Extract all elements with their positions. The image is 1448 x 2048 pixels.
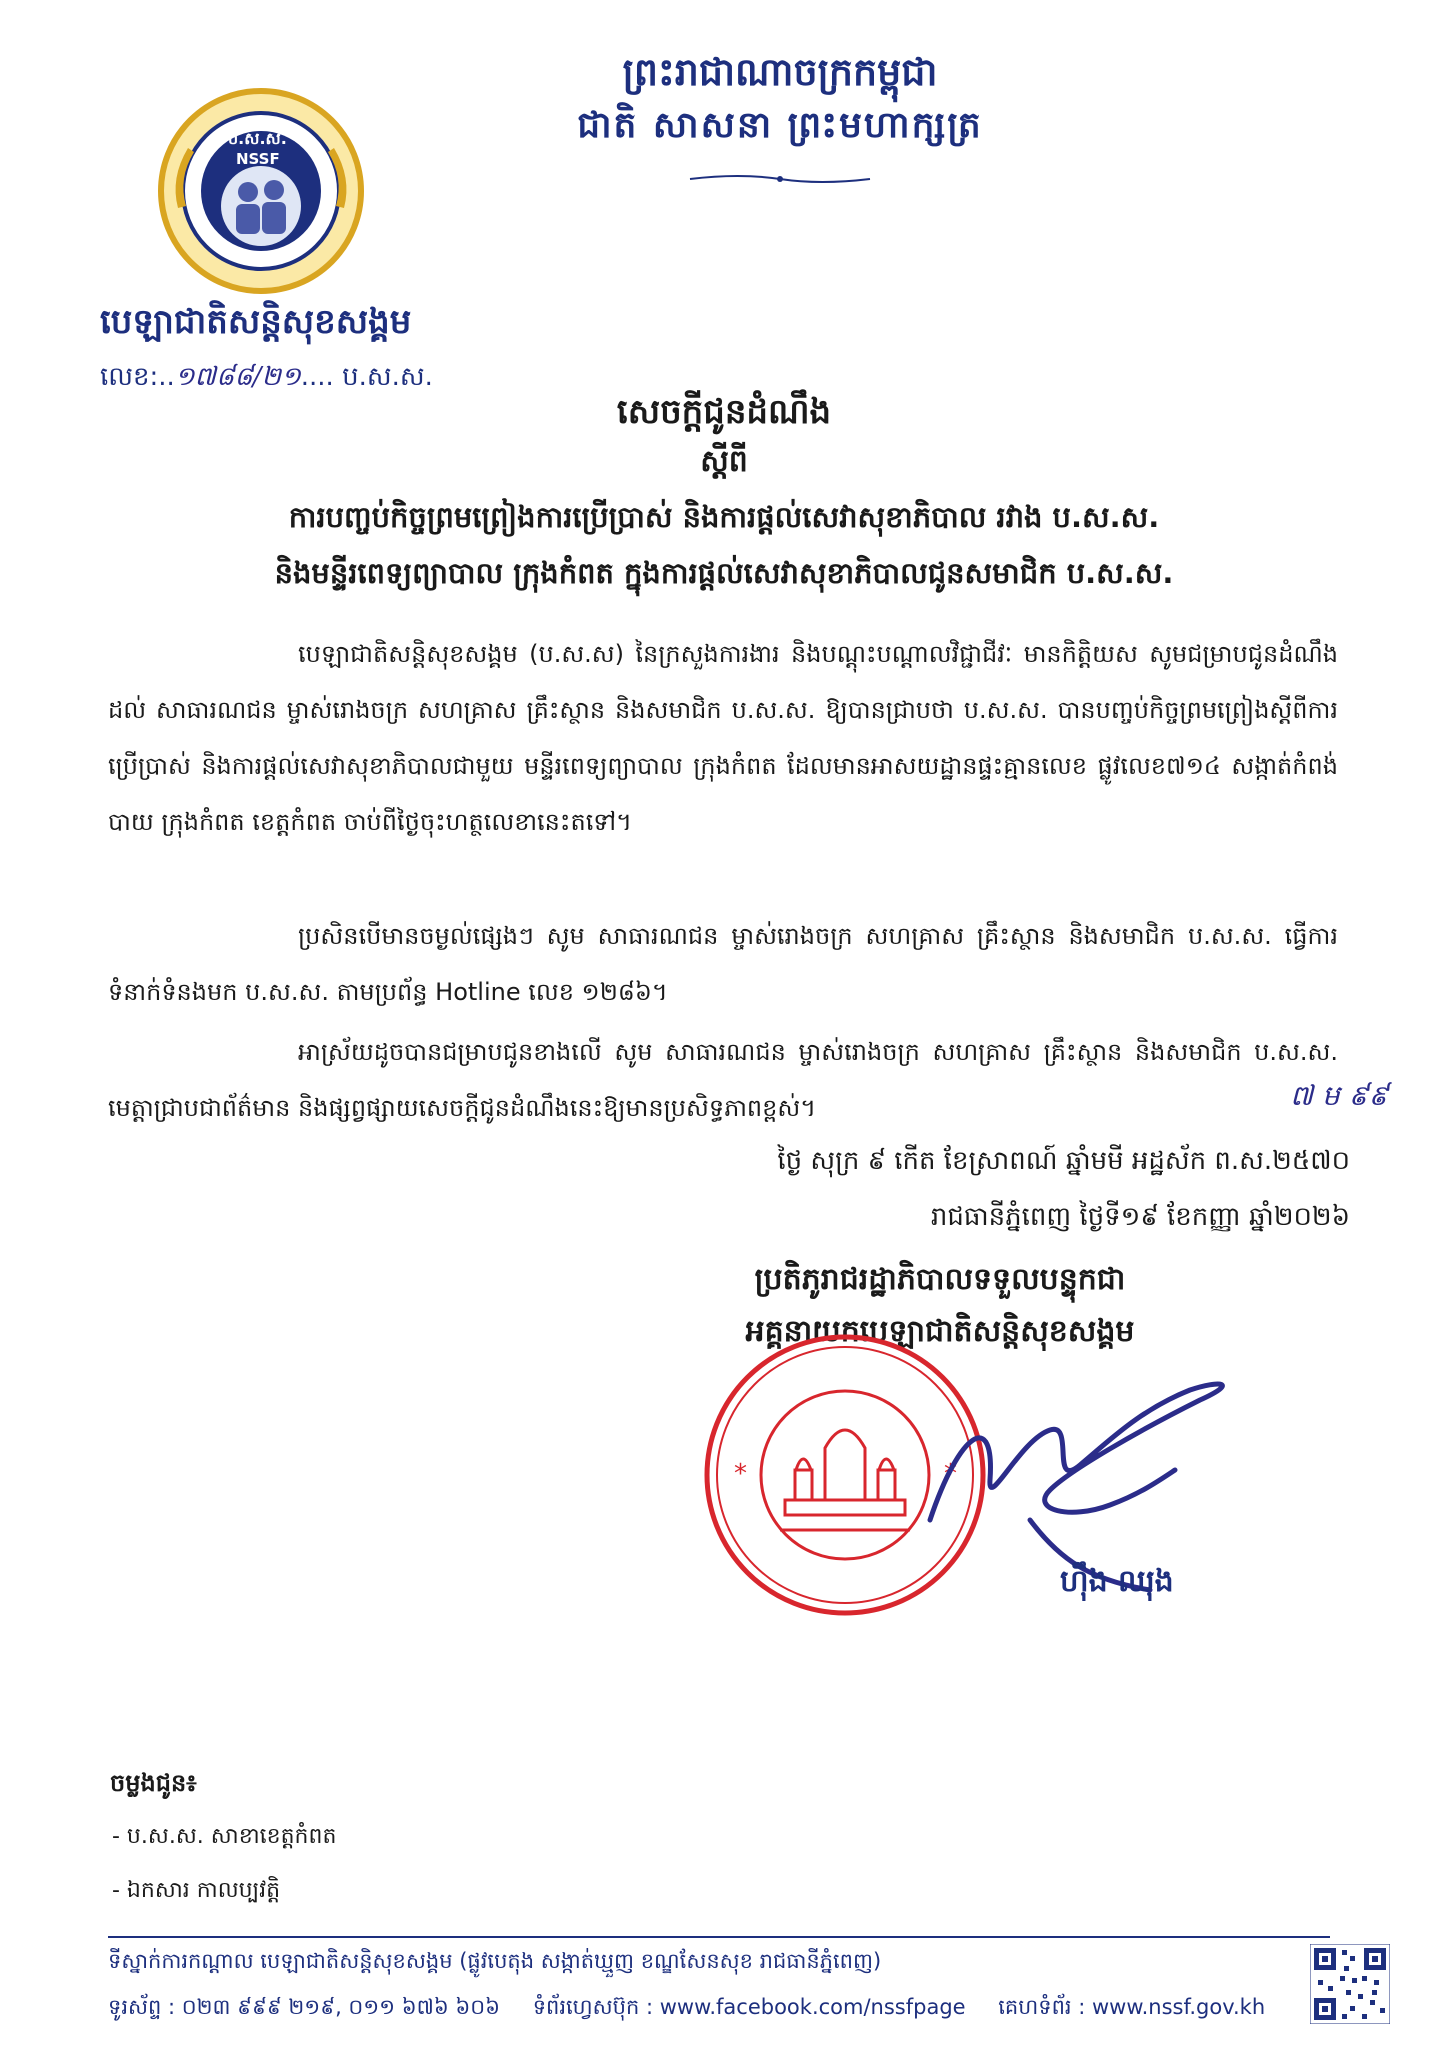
signatory-title-1: ប្រតិភូរាជរដ្ឋាភិបាលទទួលបន្ទុកជា xyxy=(754,1262,1126,1297)
body-paragraph-2: ប្រសិនបើមានចម្ងល់ផ្សេងៗ សូម សាធារណជន ម្ចាស់រោងចក្រ សហគ្រាស គ្រឹះស្ថាន និងសមាជិក ប.ស.ស. ធ្វើការទំនាក់ទំនងមក ប.ស.ស. តាមប្រព័ន្ធ Hotline លេខ ១២៨៦។ xyxy=(108,922,1338,1006)
org-name: បេឡាជាតិសន្តិសុខសង្គម xyxy=(100,302,412,342)
cc-item: - ប.ស.ស. សាខាខេត្តកំពត xyxy=(112,1824,337,1849)
lunar-date: ថ្ងៃ សុក្រ ៩ កើត ខែស្រាពណ៍ ឆ្នាំមមី អដ្ឋស័ក ព.ស.២៥៧០ xyxy=(777,1146,1350,1176)
footer-website-link[interactable]: គេហទំព័រ : www.nssf.gov.kh xyxy=(998,1995,1266,2019)
footer-facebook-link[interactable]: ទំព័រហ្វេសប៊ុក : www.facebook.com/nssfpage xyxy=(532,1995,966,2019)
document-subject-line-2: និងមន្ទីរពេទ្យព្យាបាល ក្រុងកំពត ក្នុងការផ្តល់សេវាសុខាភិបាលជូនសមាជិក ប.ស.ស. xyxy=(274,556,1174,590)
header-ornament xyxy=(680,172,880,186)
footer-contact xyxy=(108,1994,1291,2025)
signatory-title-2: អគ្គនាយកបេឡាជាតិសន្តិសុខសង្គម xyxy=(745,1314,1135,1349)
document-subject-line-1: ការបញ្ចប់កិច្ចព្រមព្រៀងការប្រើប្រាស់ និងការផ្តល់សេវាសុខាភិបាល រវាង ប.ស.ស. xyxy=(288,500,1160,534)
national-motto: ជាតិ សាសនា ព្រះមហាក្សត្រ xyxy=(577,105,983,146)
cc-heading: ចម្លងជូន៖ xyxy=(110,1769,197,1797)
document-subtitle: ស្តីពី xyxy=(700,444,748,479)
footer-divider xyxy=(108,1936,1330,1938)
reference-prefix: លេខ:.. xyxy=(100,362,175,392)
reference-suffix: .... ប.ស.ស. xyxy=(300,362,433,392)
document-title: សេចក្តីជូនដំណឹង xyxy=(616,392,832,432)
nssf-logo xyxy=(158,88,364,294)
footer-address: ទីស្នាក់ការកណ្តាល បេឡាជាតិសន្តិសុខសង្គម (ផ្លូវបេតុង សង្កាត់ឃ្មួញ ខណ្ឌសែនសុខ រាជធានីភ្នំពេញ) xyxy=(108,1949,882,1973)
place-and-date: រាជធានីភ្នំពេញ ថ្ងៃទី១៩ ខែកញ្ញា ឆ្នាំ២០២៦ xyxy=(930,1202,1350,1232)
body-paragraph-1: បេឡាជាតិសន្តិសុខសង្គម (ប.ស.ស) នៃក្រសួងការងារ និងបណ្តុះបណ្តាលវិជ្ជាជីវៈ មានកិត្តិយស សូមជម្រាបជូនដំណឹងដល់ សាធារណជន ម្ចាស់រោងចក្រ សហគ្រាស គ្រឹះស្ថាន និងសមាជិក ប.ស.ស. ឱ្យបានជ្រាបថា ប.ស.ស. បានបញ្ចប់កិច្ចព្រមព្រៀងស្តីពីការប្រើប្រាស់ និងការផ្តល់សេវាសុខាភិបាលជាមួយ មន្ទីរពេទ្យព្យាបាល ក្រុងកំពត ដែលមានអាសយដ្ឋានផ្ទះគ្មានលេខ ផ្លូវលេខ៧១៤ សង្កាត់កំពង់បាយ ក្រុងកំពត ខេត្តកំពត ចាប់ពីថ្ងៃចុះហត្ថលេខានេះតទៅ។ xyxy=(108,640,1338,836)
kingdom-heading: ព្រះរាជាណាចក្រកម្ពុជា xyxy=(622,50,938,94)
cc-item: - ឯកសារ កាលប្បវត្តិ xyxy=(112,1878,281,1903)
handwritten-initials: ៧ ម ៩៩ xyxy=(1290,1079,1389,1112)
signatory-name: ហ៊ឹង ឈុង xyxy=(1060,1564,1174,1599)
logo-abbrev-khmer: ប.ស.ស. xyxy=(228,129,287,148)
body-paragraph-3: អាស្រ័យដូចបានជម្រាបជូនខាងលើ សូម សាធារណជន ម្ចាស់រោងចក្រ សហគ្រាស គ្រឹះស្ថាន និងសមាជិក ប.ស.ស. មេត្តាជ្រាបជាព័ត៌មាន និងផ្សព្វផ្សាយសេចក្តីជូនដំណឹងនេះឱ្យមានប្រសិទ្ធភាពខ្ពស់។ xyxy=(108,1038,1338,1122)
reference-handwritten: ១៧៨៨/២១ xyxy=(174,362,301,392)
qr-code[interactable] xyxy=(1310,1944,1390,2024)
svg-text:*: * xyxy=(944,1459,957,1489)
logo-abbrev-latin: NSSF xyxy=(236,150,280,168)
svg-text:*: * xyxy=(734,1459,747,1489)
footer-phone: ទូរស័ព្ទ : ០២៣ ៩៩៩ ២១៩, ០១១ ៦៧៦ ៦០៦ xyxy=(108,1995,500,2019)
